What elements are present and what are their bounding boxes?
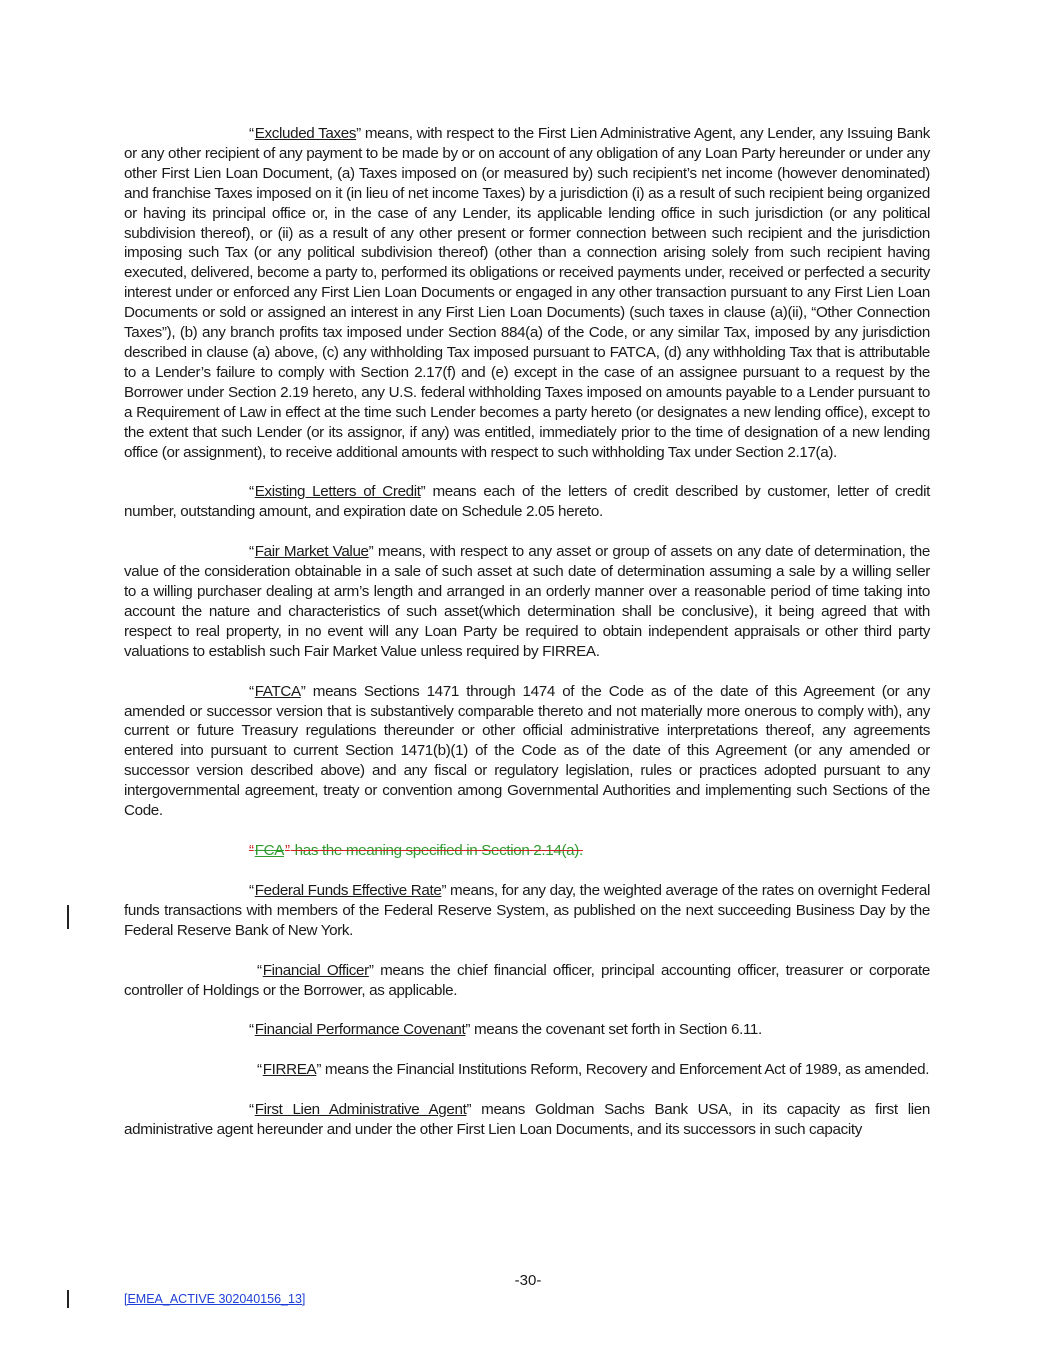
definition-text: means Goldman Sachs Bank USA, in its capacity as first lien administrative agent hereunder and under the other First Lien Loan Documents, and its successors in such capacity	[124, 1101, 930, 1139]
term-existing-letters-of-credit: Existing Letters of Credit	[254, 483, 421, 501]
open-quote: “	[257, 961, 262, 979]
definition-fair-market-value	[124, 542, 930, 661]
definition-text: means each of the letters of credit described by customer, letter of credit number, outstanding amount, and expiration date on Schedule 2.05 hereto.	[124, 483, 930, 521]
definition-financial-performance-covenant	[124, 1020, 930, 1040]
open-quote: “	[249, 483, 254, 501]
term-excluded-taxes: Excluded Taxes	[254, 125, 357, 142]
change-bar-footer	[67, 1290, 69, 1308]
close-quote: ”	[368, 543, 374, 561]
open-quote: “	[249, 1021, 254, 1039]
close-quote: ”	[465, 1021, 471, 1039]
term-fca: FCA	[254, 842, 285, 859]
close-quote: ”	[441, 881, 447, 899]
definition-excluded-taxes	[124, 124, 930, 462]
definition-first-lien-administrative-agent	[124, 1100, 930, 1140]
open-quote: “	[249, 682, 254, 700]
definition-text: has the meaning specified in Section 2.14(a).	[290, 842, 583, 859]
open-quote: “	[249, 125, 254, 142]
open-quote: “	[249, 1101, 254, 1119]
definition-text: means, with respect to any asset or group of assets on any date of determination, the value of the consideration obtainable in a sale of such asset at such date of determination assuming a sale by a willing seller to a willing purchaser dealing at arm’s length and arranged in an orderly manner over a reasonable period of time taking into account the nature and characteristics of such asset(which determination shall be conclusive), it being agreed that with respect to real property, in no event will any Loan Party be required to obtain independent appraisals or other third party valuations to establish such Fair Market Value unless required by FIRREA.	[124, 543, 930, 660]
page-number: -30-	[514, 1272, 542, 1289]
open-quote: “	[249, 881, 254, 899]
definition-text: means the chief financial officer, principal accounting officer, treasurer or corporate controller of Holdings or the Borrower, as applicable.	[124, 961, 930, 999]
term-financial-performance-covenant: Financial Performance Covenant	[254, 1021, 466, 1039]
definition-fca-deleted	[124, 841, 930, 861]
close-quote: ”	[316, 1061, 322, 1079]
term-fair-market-value: Fair Market Value	[254, 543, 369, 561]
definition-federal-funds-effective-rate	[124, 881, 930, 941]
term-federal-funds-effective-rate: Federal Funds Effective Rate	[254, 881, 442, 899]
definition-text: means, for any day, the weighted average of the rates on overnight Federal funds transactions with members of the Federal Reserve System, as published on the next succeeding Business Day by the Federal Reserve Bank of New York.	[124, 881, 930, 939]
term-first-lien-administrative-agent: First Lien Administrative Agent	[254, 1101, 467, 1119]
definition-fatca	[124, 682, 930, 821]
term-firrea: FIRREA	[262, 1061, 317, 1079]
definition-financial-officer	[124, 961, 930, 1001]
term-fatca: FATCA	[254, 682, 301, 700]
definition-text: means the covenant set forth in Section 6.11.	[470, 1021, 762, 1039]
footer-document-reference[interactable]: [EMEA_ACTIVE 302040156_13]	[124, 1292, 306, 1306]
definition-text: means, with respect to the First Lien Administrative Agent, any Lender, any Issuing Bank or any other recipient of any payment to be made by or on account of any obligation of any Loan Party hereunder or under any other First Lien Loan Document, (a) Taxes imposed on (or measured by) such recipient’s net income (however denominated) and franchise Taxes imposed on it (in lieu of net income Taxes) by a jurisdiction (i) as a result of such recipient being organized or having its principal office or, in the case of any Lender, its applicable lending office in such jurisdiction (or any political subdivision thereof), or (ii) as a result of any other present or former connection between such recipient and the jurisdiction imposing such Tax (or any political subdivision thereof) (other than a connection arising solely from such recipient having executed, delivered, become a party to, performed its obligations or received payments under, received or perfected a security interest under or enforced any First Lien Loan Documents or engaged in any other transaction pursuant to any First Lien Loan Documents or sold or assigned an interest in any First Lien Loan Documents) (such taxes in clause (a)(ii), “Other Connection Taxes”), (b) any branch profits tax imposed under Section 884(a) of the Code, or any similar Tax, imposed by any jurisdiction described in clause (a) above, (c) any withholding Tax imposed pursuant to FATCA, (d) any withholding Tax that is attributable to a Lender’s failure to comply with Section 2.17(f) and (e) except in the case of an assignee pursuant to a request by the Borrower under Section 2.19 hereto, any U.S. federal withholding Taxes imposed on amounts payable to a Lender pursuant to a Requirement of Law in effect at the time such Lender becomes a party hereto (or designates a new lending office), except to the extent that such Lender (or its assignor, if any) was entitled, immediately prior to the time of designation of a new lending office (or assignment), to receive additional amounts with respect to such withholding Tax under Section 2.17(a).	[124, 125, 930, 461]
definition-text: means the Financial Institutions Reform, Recovery and Enforcement Act of 1989, as amended.	[321, 1061, 930, 1079]
close-quote: ”	[285, 842, 290, 859]
term-financial-officer: Financial Officer	[262, 961, 369, 979]
change-bar-fca	[67, 905, 69, 929]
document-page	[124, 124, 930, 1160]
definition-firrea	[124, 1060, 930, 1080]
close-quote: ”	[356, 125, 361, 142]
open-quote: “	[249, 842, 254, 859]
close-quote: ”	[466, 1101, 472, 1119]
definition-text: means Sections 1471 through 1474 of the Code as of the date of this Agreement (or any amended or successor version that is substantively comparable thereto and not materially more onerous to comply with), any current or future Treasury regulations thereunder or other official administrative interpretations thereof, any agreements entered into pursuant to current Section 1471(b)(1) of the Code as of the date of this Agreement (or any amended or successor version described above) and any fiscal or regulatory legislation, rules or practices adopted pursuant to any intergovernmental agreement, treaty or convention among Governmental Authorities and implementing such Sections of the Code.	[124, 682, 930, 820]
close-quote: ”	[300, 682, 306, 700]
open-quote: “	[249, 543, 254, 561]
close-quote: ”	[420, 483, 426, 501]
open-quote: “	[257, 1061, 262, 1079]
close-quote: ”	[368, 961, 374, 979]
definition-existing-letters-of-credit	[124, 482, 930, 522]
